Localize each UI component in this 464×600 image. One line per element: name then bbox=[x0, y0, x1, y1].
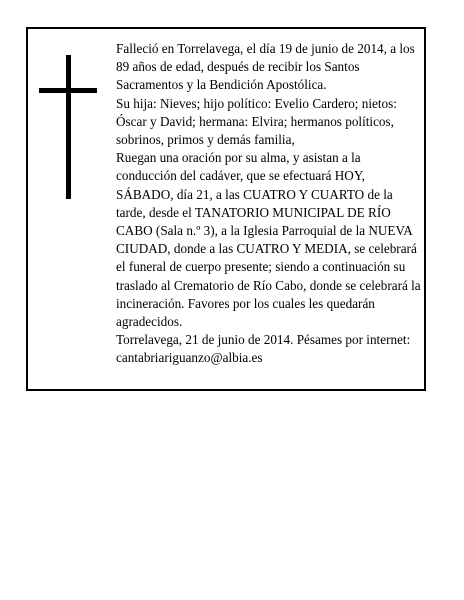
cross-horizontal-bar bbox=[39, 88, 97, 93]
obituary-notice bbox=[26, 27, 426, 391]
place-date-contact: Torrelavega, 21 de junio de 2014. Pésames por internet: cantabriariguanzo@albia.es bbox=[116, 332, 411, 366]
funeral-details: Ruegan una oración por su alma, y asistan a la conducción del cadáver, que se efectuará HOY, SÁBADO, día 21, a las CUATRO Y CUARTO de la tarde, desde el TANATORIO MUNICIPAL DE RÍO CABO (Sala n.º 3), a la Iglesia Parroquial de la NUEVA CIUDAD, donde a las CUATRO Y MEDIA, se celebrará el funeral de cuerpo presente; siendo a continuación su traslado al Crematorio de Río Cabo, donde se celebrará la incineración. Favores por los cuales les quedarán agradecidos. bbox=[116, 150, 421, 330]
cross-vertical-bar bbox=[66, 55, 71, 199]
latin-cross-icon bbox=[39, 55, 97, 199]
family-list: Su hija: Nieves; hijo político: Evelio Cardero; nietos: Óscar y David; hermana: Elvira; hermanos políticos, sobrinos, primos y demás familia, bbox=[116, 95, 397, 148]
death-announcement: Falleció en Torrelavega, el día 19 de junio de 2014, a los 89 años de edad, después de recibir los Santos Sacramentos y la Bendición Apostólica. bbox=[116, 41, 415, 93]
notice-text bbox=[116, 40, 422, 368]
